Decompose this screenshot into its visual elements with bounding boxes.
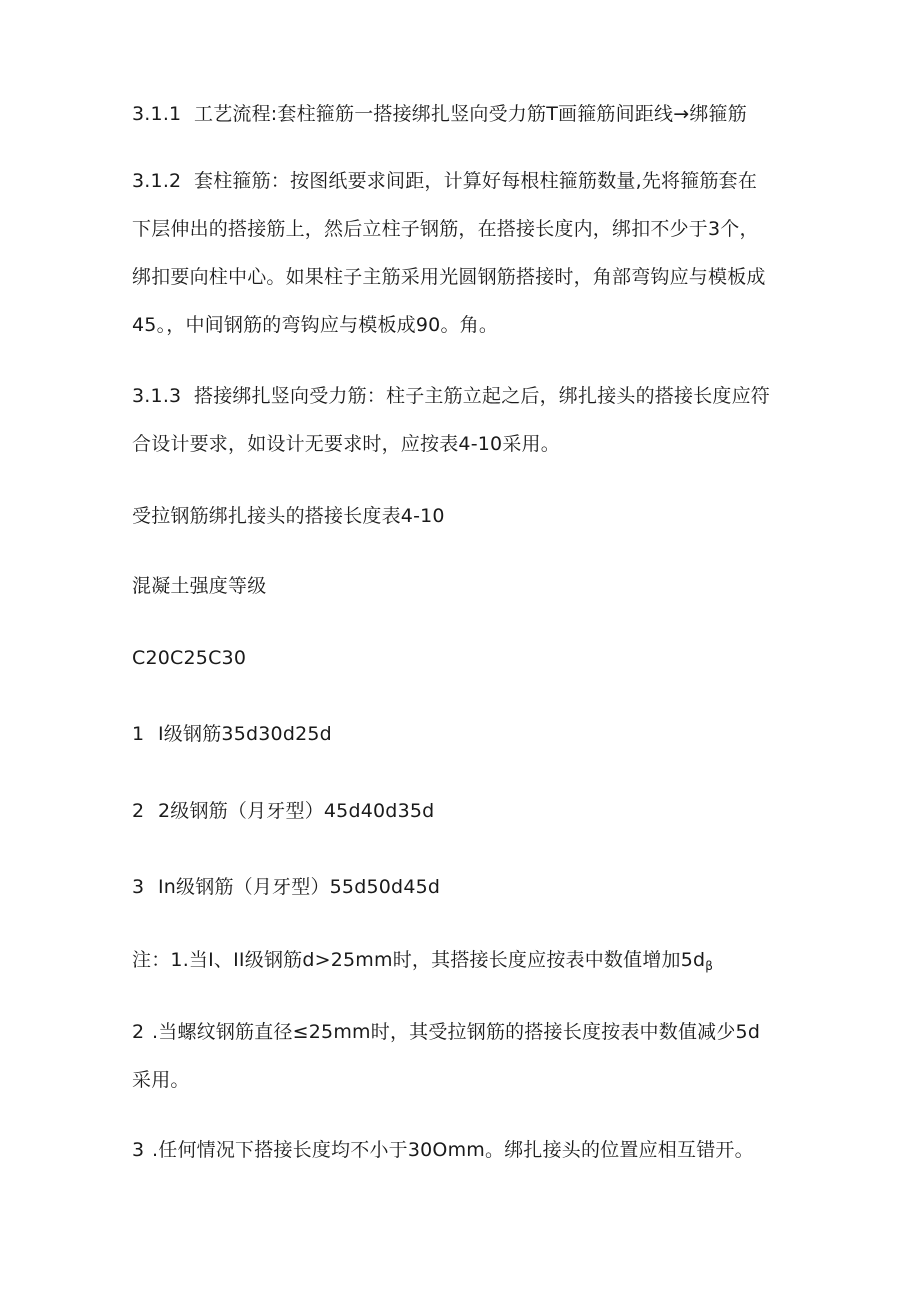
note-3 [132,1127,812,1174]
section-number: 3.1.1 [132,103,182,125]
section-text: 搭接绑扎竖向受力筋：柱子主筋立起之后，绑扎接头的搭接长度应符 [194,385,771,407]
row-text: In级钢筋（月牙型）55d50d45d [158,876,441,898]
section-text: 工艺流程:套柱箍筋一搭接绑扎竖向受力筋T画箍筋间距线→绑箍筋 [194,103,747,125]
note-2-text-cont: 采用。 [132,1069,190,1091]
section-number: 3.1.3 [132,385,182,407]
section-text: 45。，中间钢筋的弯钩应与模板成90。角。 [132,314,499,336]
table-caption: 受拉钢筋绑扎接头的搭接长度表4-10 [132,505,445,527]
section-text: 套柱箍筋：按图纸要求间距，计算好每根柱箍筋数量,先将箍筋套在 [194,170,758,192]
table-grades: C20C25C30 [132,647,247,669]
table-row [132,711,812,758]
note-2-text: .当螺纹钢筋直径≤25mm时，其受拉钢筋的搭接长度按表中数值减少5d [152,1021,761,1043]
note-2-line-2 [132,1057,812,1104]
section-3-1-2-line-3 [132,254,812,301]
row-number: 1 [132,723,145,745]
section-number: 3.1.2 [132,170,182,192]
section-3-1-1-line-1 [132,91,812,138]
note-number: 2 [132,1021,145,1043]
section-3-1-3-line-1 [132,373,812,420]
note-1-text: 注：1.当I、II级钢筋d>25mm时，其搭接长度应按表中数值增加5d [132,949,706,971]
section-3-1-2-line-2 [132,206,812,253]
row-text: I级钢筋35d30d25d [158,723,332,745]
row-text: 2级钢筋（月牙型）45d40d35d [158,800,435,822]
section-3-1-2-line-1 [132,158,812,205]
table-row [132,864,812,911]
section-text: 下层伸出的搭接筋上，然后立柱子钢筋，在搭接长度内，绑扣不少于3个， [132,218,759,240]
section-text: 合设计要求，如设计无要求时，应按表4-10采用。 [132,433,560,455]
table-header-label: 混凝土强度等级 [132,575,267,597]
section-3-1-2-line-4 [132,302,812,349]
note-1-subscript: β [705,959,714,973]
note-3-text: .任何情况下搭接长度均不小于30Omm。绑扎接头的位置应相互错开。 [152,1139,754,1161]
row-number: 3 [132,876,145,898]
row-number: 2 [132,800,145,822]
note-number: 3 [132,1139,145,1161]
section-3-1-3-line-2 [132,421,812,468]
table-row [132,788,812,835]
note-2-line-1 [132,1009,812,1056]
section-text: 绑扣要向柱中心。如果柱子主筋采用光圆钢筋搭接时，角部弯钩应与模板成 [132,266,766,288]
note-1 [132,937,812,990]
